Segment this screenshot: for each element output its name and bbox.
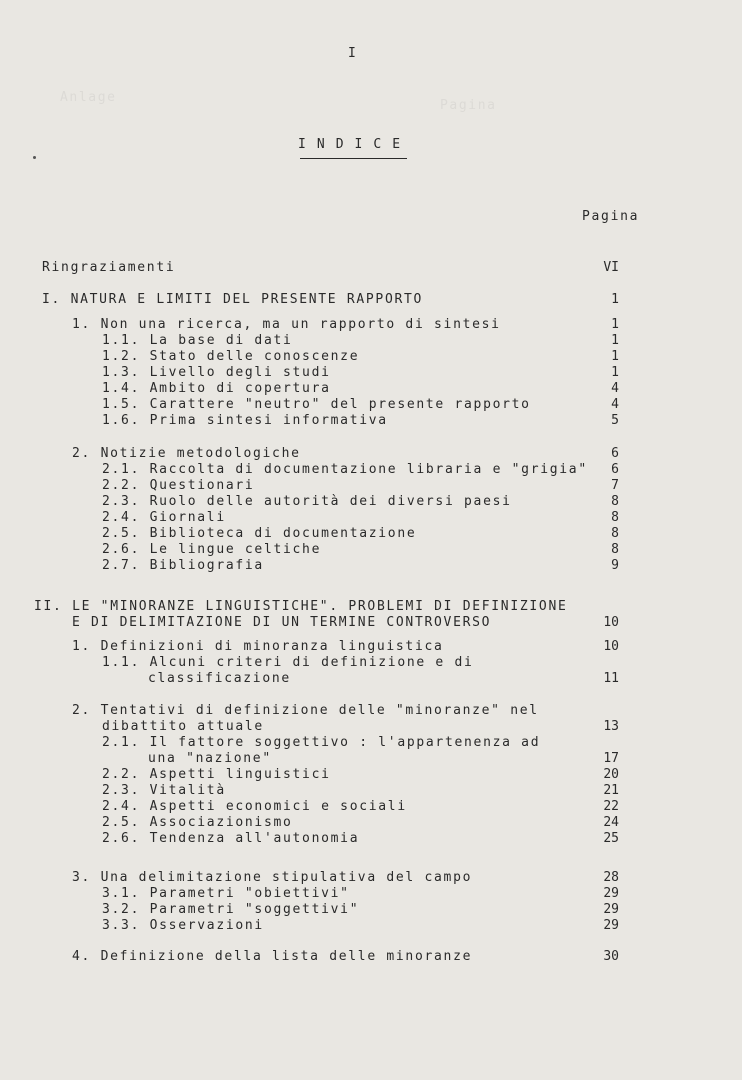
paper-speck: [33, 156, 36, 159]
toc-page: 6: [611, 446, 619, 461]
toc-section: 2. Notizie metodologiche: [72, 446, 301, 461]
toc-page: VI: [603, 260, 619, 275]
toc-section: 4. Definizione della lista delle minoranze: [72, 949, 473, 964]
toc-page: 25: [603, 831, 619, 846]
toc-subsection: 2.4. Giornali: [102, 510, 226, 525]
toc-page: 8: [611, 494, 619, 509]
show-through: Pagina: [440, 98, 497, 113]
toc-subsection: 2.7. Bibliografia: [102, 558, 264, 573]
page-number: I: [348, 46, 356, 61]
toc-subsection: 1.1. Alcuni criteri di definizione e di: [102, 655, 474, 670]
toc-chapter: I. NATURA E LIMITI DEL PRESENTE RAPPORTO: [42, 292, 424, 307]
toc-subsection-cont: classificazione: [148, 671, 291, 686]
toc-subsection: 1.3. Livello degli studi: [102, 365, 331, 380]
toc-subsection: 1.2. Stato delle conoscenze: [102, 349, 360, 364]
toc-page: 29: [603, 886, 619, 901]
toc-page: 8: [611, 510, 619, 525]
toc-page: 17: [603, 751, 619, 766]
toc-page: 1: [611, 365, 619, 380]
toc-page: 24: [603, 815, 619, 830]
toc-subsection: 2.3. Vitalità: [102, 783, 226, 798]
toc-subsection: 3.3. Osservazioni: [102, 918, 264, 933]
toc-page: 8: [611, 542, 619, 557]
toc-subsection: 3.1. Parametri "obiettivi": [102, 886, 350, 901]
toc-page: 7: [611, 478, 619, 493]
toc-page: 21: [603, 783, 619, 798]
toc-subsection: 2.1. Raccolta di documentazione libraria e "grigia": [102, 462, 588, 477]
toc-page: 28: [603, 870, 619, 885]
toc-subsection: 2.4. Aspetti economici e sociali: [102, 799, 407, 814]
toc-entry: Ringraziamenti: [42, 260, 176, 275]
toc-page: 22: [603, 799, 619, 814]
toc-page: 8: [611, 526, 619, 541]
toc-page: 4: [611, 381, 619, 396]
toc-page: 1: [611, 349, 619, 364]
toc-subsection: 1.4. Ambito di copertura: [102, 381, 331, 396]
toc-subsection: 1.5. Carattere "neutro" del presente rapporto: [102, 397, 531, 412]
toc-subsection: 1.6. Prima sintesi informativa: [102, 413, 388, 428]
toc-page: 20: [603, 767, 619, 782]
toc-page: 9: [611, 558, 619, 573]
toc-section: 1. Definizioni di minoranza linguistica: [72, 639, 444, 654]
toc-subsection: 2.6. Le lingue celtiche: [102, 542, 322, 557]
toc-page: 10: [603, 615, 619, 630]
toc-page: 29: [603, 902, 619, 917]
toc-page: 1: [611, 317, 619, 332]
toc-subsection: 2.1. Il fattore soggettivo : l'appartenenza ad: [102, 735, 541, 750]
toc-page: 1: [611, 292, 619, 307]
toc-page: 29: [603, 918, 619, 933]
toc-page: 10: [603, 639, 619, 654]
toc-subsection: 2.6. Tendenza all'autonomia: [102, 831, 360, 846]
toc-subsection: 1.1. La base di dati: [102, 333, 293, 348]
toc-section: 2. Tentativi di definizione delle "minoranze" nel: [72, 703, 539, 718]
toc-page: 30: [603, 949, 619, 964]
toc-section: 1. Non una ricerca, ma un rapporto di sintesi: [72, 317, 501, 332]
show-through: Anlage: [60, 90, 117, 105]
toc-page: 13: [603, 719, 619, 734]
toc-page: 11: [603, 671, 619, 686]
toc-section: 3. Una delimitazione stipulativa del campo: [72, 870, 473, 885]
column-header: Pagina: [582, 209, 640, 224]
toc-section-cont: dibattito attuale: [102, 719, 264, 734]
index-title: I N D I C E: [298, 137, 402, 152]
toc-subsection-cont: una "nazione": [148, 751, 272, 766]
toc-subsection: 2.2. Questionari: [102, 478, 255, 493]
toc-subsection: 2.2. Aspetti linguistici: [102, 767, 331, 782]
toc-chapter: II. LE "MINORANZE LINGUISTICHE". PROBLEMI DI DEFINIZIONE: [34, 599, 568, 614]
toc-page: 4: [611, 397, 619, 412]
toc-subsection: 2.3. Ruolo delle autorità dei diversi paesi: [102, 494, 512, 509]
toc-page: 6: [611, 462, 619, 477]
toc-subsection: 2.5. Associazionismo: [102, 815, 293, 830]
toc-page: 1: [611, 333, 619, 348]
toc-subsection: 3.2. Parametri "soggettivi": [102, 902, 360, 917]
title-underline: [300, 158, 407, 159]
toc-page: 5: [611, 413, 619, 428]
toc-subsection: 2.5. Biblioteca di documentazione: [102, 526, 417, 541]
toc-chapter-cont: E DI DELIMITAZIONE DI UN TERMINE CONTROVERSO: [72, 615, 492, 630]
